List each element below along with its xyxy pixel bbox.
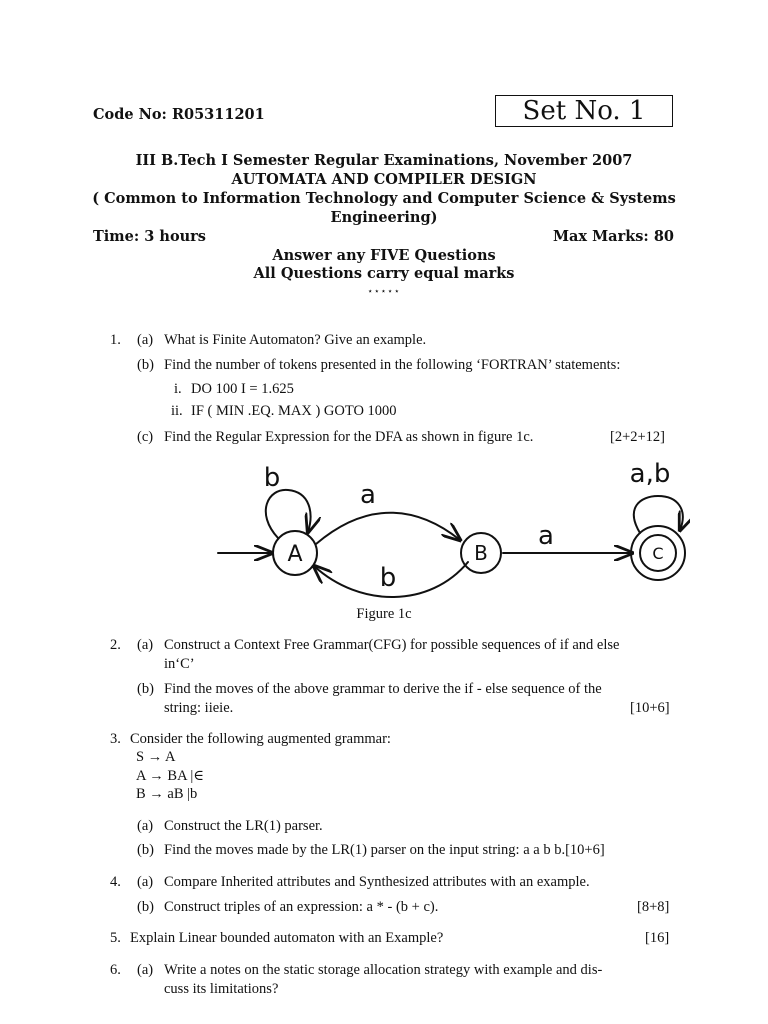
edge-a-b-label: a bbox=[360, 480, 376, 510]
q1a-label: (a) bbox=[137, 332, 154, 348]
q2b-label: (b) bbox=[137, 681, 154, 697]
q1b-ii-label: ii. bbox=[171, 403, 183, 419]
q4-marks: [8+8] bbox=[637, 899, 670, 915]
state-a-label: A bbox=[287, 542, 303, 567]
q5-number: 5. bbox=[110, 930, 121, 946]
q4-number: 4. bbox=[110, 874, 121, 890]
code-number: Code No: R05311201 bbox=[93, 106, 265, 123]
q1b-ii-text: IF ( MIN .EQ. MAX ) GOTO 1000 bbox=[191, 403, 397, 419]
edge-b-c-label: a bbox=[538, 521, 554, 551]
q1b-i-label: i. bbox=[174, 381, 182, 397]
loop-a-label: b bbox=[263, 463, 281, 493]
time-marks-row bbox=[93, 228, 674, 245]
q3a-label: (a) bbox=[137, 818, 154, 834]
max-marks: Max Marks: 80 bbox=[552, 228, 674, 245]
figure-caption: Figure 1c bbox=[356, 606, 412, 622]
q3-grammar-2: A → BA |∈ bbox=[136, 768, 205, 784]
q6a-text-1: Write a notes on the static storage allocation strategy with example and dis- bbox=[164, 962, 603, 978]
q1c-text: Find the Regular Expression for the DFA as shown in figure 1c. bbox=[164, 429, 534, 445]
q3-text: Consider the following augmented grammar: bbox=[130, 731, 391, 747]
q6-number: 6. bbox=[110, 962, 121, 978]
q2b-text-2: string: iieie. bbox=[164, 700, 234, 716]
q4a-label: (a) bbox=[137, 874, 154, 890]
q3-number: 3. bbox=[110, 731, 121, 747]
q1b-label: (b) bbox=[137, 357, 154, 373]
q1-number: 1. bbox=[110, 332, 121, 348]
q3b-label: (b) bbox=[137, 842, 154, 858]
q2-number: 2. bbox=[110, 637, 121, 653]
q1b-i-text: DO 100 I = 1.625 bbox=[191, 381, 294, 397]
state-c-label: C bbox=[652, 544, 664, 563]
q2b-text-1: Find the moves of the above grammar to derive the if - else sequence of the bbox=[164, 681, 602, 697]
q2a-text-1: Construct a Context Free Grammar(CFG) for possible sequences of if and else bbox=[164, 637, 620, 653]
q3a-text: Construct the LR(1) parser. bbox=[164, 818, 323, 834]
q6a-label: (a) bbox=[137, 962, 154, 978]
q4b-text: Construct triples of an expression: a * - (b + c). bbox=[164, 899, 439, 915]
edge-a-b bbox=[316, 513, 460, 544]
q3b-text: Find the moves made by the LR(1) parser on the input string: a a b b.[10+6] bbox=[164, 842, 605, 858]
exam-title: III B.Tech I Semester Regular Examinations, November 2007 bbox=[135, 152, 633, 169]
loop-c bbox=[634, 496, 683, 533]
q3-grammar-1: S → A bbox=[136, 749, 176, 765]
common-line-1: ( Common to Information Technology and Computer Science & Systems bbox=[92, 190, 676, 207]
q5-marks: [16] bbox=[645, 930, 670, 946]
edge-b-a-label: b bbox=[379, 563, 397, 593]
state-b-label: B bbox=[474, 541, 488, 565]
loop-a bbox=[266, 490, 311, 538]
q2-marks: [10+6] bbox=[630, 700, 670, 716]
subject-title: AUTOMATA AND COMPILER DESIGN bbox=[231, 171, 537, 188]
q6a-text-2: cuss its limitations? bbox=[164, 981, 279, 997]
q2a-text-2: in‘C’ bbox=[164, 656, 195, 672]
q5-text: Explain Linear bounded automaton with an Example? bbox=[130, 930, 444, 946]
q1a-text: What is Finite Automaton? Give an example. bbox=[164, 332, 427, 348]
instruction-2: All Questions carry equal marks bbox=[253, 265, 515, 282]
q1b-text: Find the number of tokens presented in the following ‘FORTRAN’ statements: bbox=[164, 357, 621, 373]
q1-marks: [2+2+12] bbox=[610, 429, 666, 445]
common-line-2: Engineering) bbox=[330, 209, 438, 226]
q3-grammar-3: B → aB |b bbox=[136, 786, 198, 802]
q1c-label: (c) bbox=[137, 429, 154, 445]
set-number-box: Set No. 1 bbox=[495, 95, 673, 127]
dfa-diagram bbox=[210, 458, 690, 608]
q4a-text: Compare Inherited attributes and Synthesized attributes with an example. bbox=[164, 874, 590, 890]
loop-c-label: a,b bbox=[629, 459, 671, 489]
time-allowed: Time: 3 hours bbox=[93, 228, 206, 245]
instruction-1: Answer any FIVE Questions bbox=[272, 247, 496, 264]
q4b-label: (b) bbox=[137, 899, 154, 915]
star-divider: ⋆⋆⋆⋆⋆ bbox=[367, 287, 401, 297]
q2a-label: (a) bbox=[137, 637, 154, 653]
